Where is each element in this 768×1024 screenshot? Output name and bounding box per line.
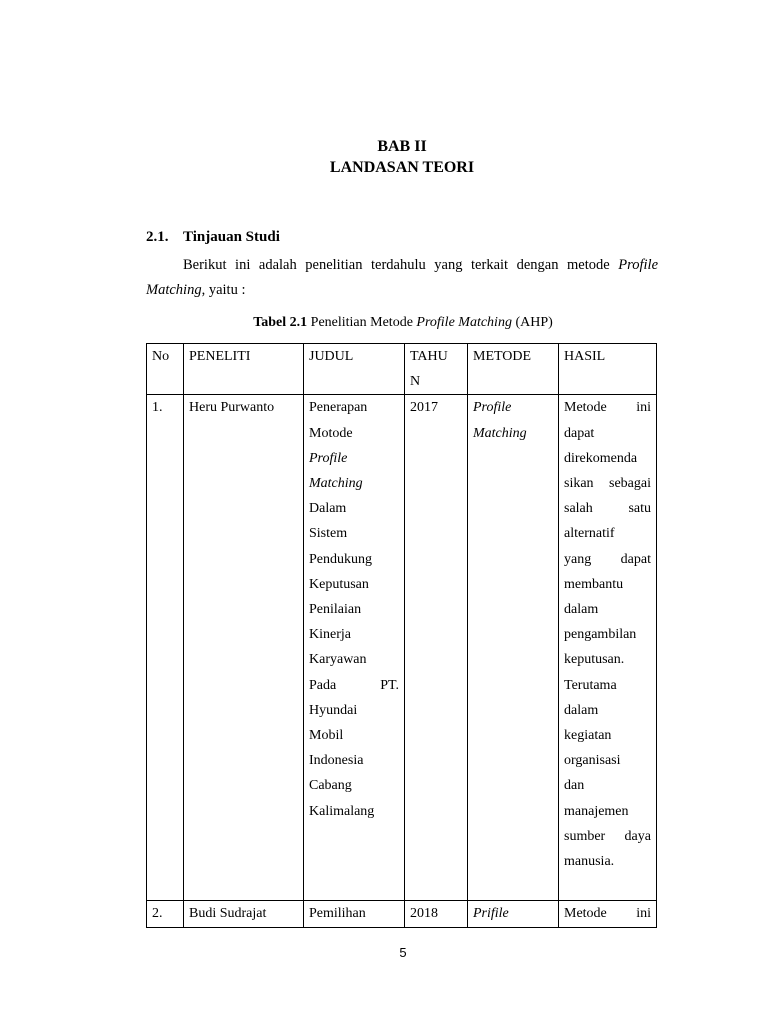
hasil-line: sikan sebagai: [564, 476, 651, 492]
hasil-line: keputusan.: [564, 652, 625, 668]
hasil-line: direkomenda: [564, 450, 638, 466]
judul-line: Dalam: [309, 501, 347, 517]
hasil-line: sumber daya: [564, 828, 651, 844]
cell-hasil: [559, 901, 657, 927]
metode-line: Matching: [473, 425, 527, 441]
hasil-line: dan: [564, 778, 585, 794]
metode-line: Profile: [473, 400, 512, 416]
cell-no: 1.: [147, 395, 184, 901]
table-caption-suffix: (AHP): [511, 315, 553, 330]
intro-text-end: , yaitu :: [201, 282, 246, 298]
header-metode: METODE: [468, 344, 559, 395]
hasil-line: yang dapat: [564, 551, 651, 567]
table-caption: [0, 315, 768, 331]
hasil-line: kegiatan: [564, 728, 612, 744]
hasil-line: salah satu: [564, 501, 651, 517]
header-no: No: [147, 344, 184, 395]
judul-line: Keputusan: [309, 576, 369, 592]
header-tahun-line1: TAHU: [410, 349, 448, 364]
hasil-line: dalam: [564, 702, 599, 718]
hasil-line: pengambilan: [564, 627, 637, 643]
judul-line: Penilaian: [309, 602, 362, 618]
hasil-line: Metode ini: [564, 400, 651, 416]
judul-line: Motode: [309, 425, 353, 441]
header-tahun: [405, 344, 468, 395]
judul-line: Penerapan: [309, 400, 368, 416]
hasil-line: manajemen: [564, 803, 629, 819]
judul-line: Karyawan: [309, 652, 367, 668]
judul-line: Pendukung: [309, 551, 372, 567]
hasil-line: dapat: [564, 425, 595, 441]
hasil-line: dalam: [564, 602, 599, 618]
page-number: 5: [399, 945, 407, 960]
judul-line: Kinerja: [309, 627, 351, 643]
cell-tahun: 2018: [405, 901, 468, 927]
judul-line: Pada PT.: [309, 677, 399, 693]
cell-metode: [468, 901, 559, 927]
table-row: [147, 901, 657, 927]
hasil-line: Metode ini: [564, 906, 651, 922]
judul-line: Indonesia: [309, 753, 364, 769]
cell-judul: Pemilihan: [304, 901, 405, 927]
cell-peneliti: Budi Sudrajat: [184, 901, 304, 927]
judul-line: Profile: [309, 450, 348, 466]
header-tahun-line2: N: [410, 374, 421, 390]
hasil-line: manusia.: [564, 854, 615, 870]
chapter-number: BAB II: [377, 138, 427, 155]
metode-line: Prifile: [473, 906, 509, 922]
hasil-line: alternatif: [564, 526, 615, 542]
hasil-line: organisasi: [564, 753, 621, 769]
cell-no: 2.: [147, 901, 184, 927]
intro-italic: Profile Matching: [146, 257, 658, 298]
header-hasil: HASIL: [559, 344, 657, 395]
research-table: [146, 343, 657, 928]
table-caption-text: Penelitian Metode: [307, 315, 417, 330]
cell-hasil: [559, 395, 657, 901]
header-peneliti: PENELITI: [184, 344, 304, 395]
judul-line: Sistem: [309, 526, 348, 542]
chapter-title: LANDASAN TEORI: [329, 159, 475, 176]
judul-line: Cabang: [309, 778, 352, 794]
section-number: 2.1.: [146, 229, 169, 245]
header-judul: JUDUL: [304, 344, 405, 395]
intro-text: Berikut ini adalah penelitian terdahulu yang terkait dengan metode: [183, 257, 619, 273]
cell-judul: [304, 395, 405, 901]
judul-line: Mobil: [309, 728, 344, 744]
hasil-line: Terutama: [564, 677, 617, 693]
table-caption-italic: Profile Matching: [416, 315, 512, 330]
judul-line: Kalimalang: [309, 803, 375, 819]
hasil-line: membantu: [564, 576, 624, 592]
cell-peneliti: Heru Purwanto: [184, 395, 304, 901]
cell-metode: [468, 395, 559, 901]
cell-tahun: 2017: [405, 395, 468, 901]
intro-paragraph: [146, 253, 658, 303]
judul-line: Matching: [309, 476, 363, 492]
section-heading: [146, 229, 280, 246]
table-row: [147, 395, 657, 901]
judul-line: Hyundai: [309, 702, 358, 718]
section-title: Tinjauan Studi: [183, 229, 280, 245]
table-header-row: [147, 344, 657, 395]
table-caption-label: Tabel 2.1: [253, 315, 308, 330]
